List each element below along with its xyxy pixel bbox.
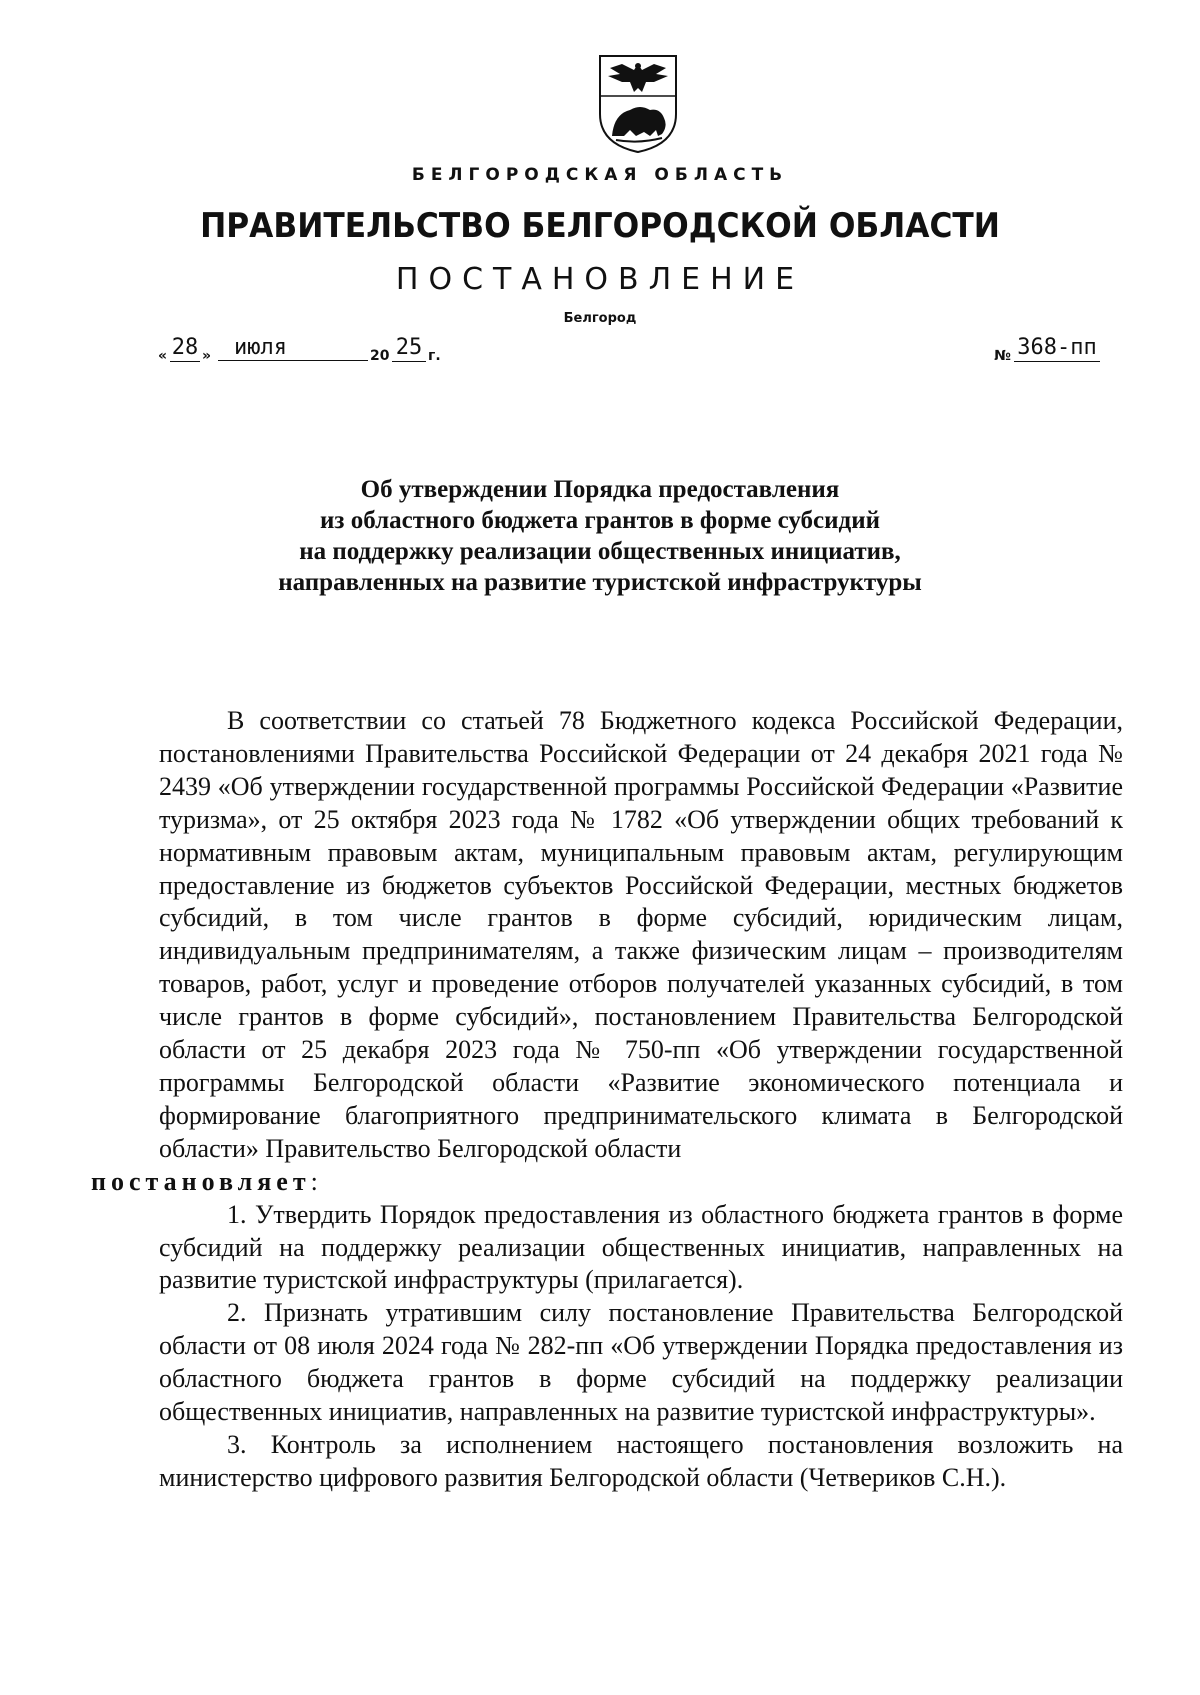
number-value: 368-пп — [1014, 335, 1100, 362]
date-day: 28 — [171, 335, 199, 360]
title-line: из областного бюджета грантов в форме субсидий — [320, 507, 880, 534]
item-2-paragraph: 2. Признать утратившим силу постановление Правительства Белгородской области от 08 июля 2024 года № 282-пп «Об утверждении Порядка предоставления из областного бюджета грантов в форме субсидий на поддержку реализации общественных инициатив, направленных на развитие туристской инфраструктуры». — [159, 1298, 1123, 1427]
date-open-quote: « — [158, 348, 168, 364]
resolves-word: постановляет — [91, 1166, 311, 1196]
item-3-paragraph: 3. Контроль за исполнением настоящего постановления возложить на министерство цифрового развития Белгородской области (Четвериков С.Н.). — [159, 1429, 1123, 1492]
document-title — [150, 474, 1050, 598]
resolves-colon: : — [310, 1166, 318, 1196]
title-line: Об утверждении Порядка предоставления — [360, 476, 840, 503]
region-heading: БЕЛГОРОДСКАЯ ОБЛАСТЬ — [411, 165, 789, 185]
date-year-suffix: г. — [428, 348, 441, 364]
title-line: на поддержку реализации общественных инициатив, — [299, 538, 901, 565]
preamble-text: В соответствии со статьей 78 Бюджетного кодекса Российской Федерации, постановлениями Правительства Российской Федерации от 24 декабря 2021 года № 2439 «Об утверждении государственной программы Российской Федерации «Развитие туризма», от 25 октября 2023 года № 1782 «Об утверждении общих требований к нормативным правовым актам, муниципальным правовым актам, регулирующим предоставление из бюджетов субъектов Российской Федерации, местных бюджетов субсидий, в том числе грантов в форме субсидий, юридическим лицам, индивидуальным предпринимателям, а также физическим лицам – производителям товаров, работ, услуг и проведение отборов получателей указанных субсидий, в том числе грантов в форме субсидий», постановлением Правительства Белгородской области от 25 декабря 2023 года № 750-пп «Об утверждении государственной программы Белгородской области «Развитие экономического потенциала и формирование благоприятного предпринимательского климата в Белгородской области» Правительство Белгородской области — [159, 706, 1123, 1163]
date-year: 25 — [392, 335, 426, 362]
document-body — [91, 705, 1123, 1495]
document-number — [994, 335, 1114, 365]
item-1-paragraph: 1. Утвердить Порядок предоставления из областного бюджета грантов в форме субсидий на поддержку реализации общественных инициатив, направленных на развитие туристской инфраструктуры (прилагается). — [159, 1199, 1123, 1295]
coat-of-arms-emblem — [596, 52, 680, 154]
city-label: Белгород — [563, 311, 637, 326]
number-prefix: № — [994, 348, 1011, 364]
document-date — [158, 335, 498, 365]
date-century: 20 — [370, 348, 390, 364]
date-month: июля — [218, 335, 368, 361]
document-type-heading: ПОСТАНОВЛЕНИЕ — [395, 262, 805, 297]
date-close-quote: » — [202, 348, 212, 364]
government-heading: ПРАВИТЕЛЬСТВО БЕЛГОРОДСКОЙ ОБЛАСТИ — [200, 206, 1000, 246]
preamble-paragraph — [91, 705, 1123, 1199]
title-line: направленных на развитие туристской инфраструктуры — [278, 569, 922, 596]
